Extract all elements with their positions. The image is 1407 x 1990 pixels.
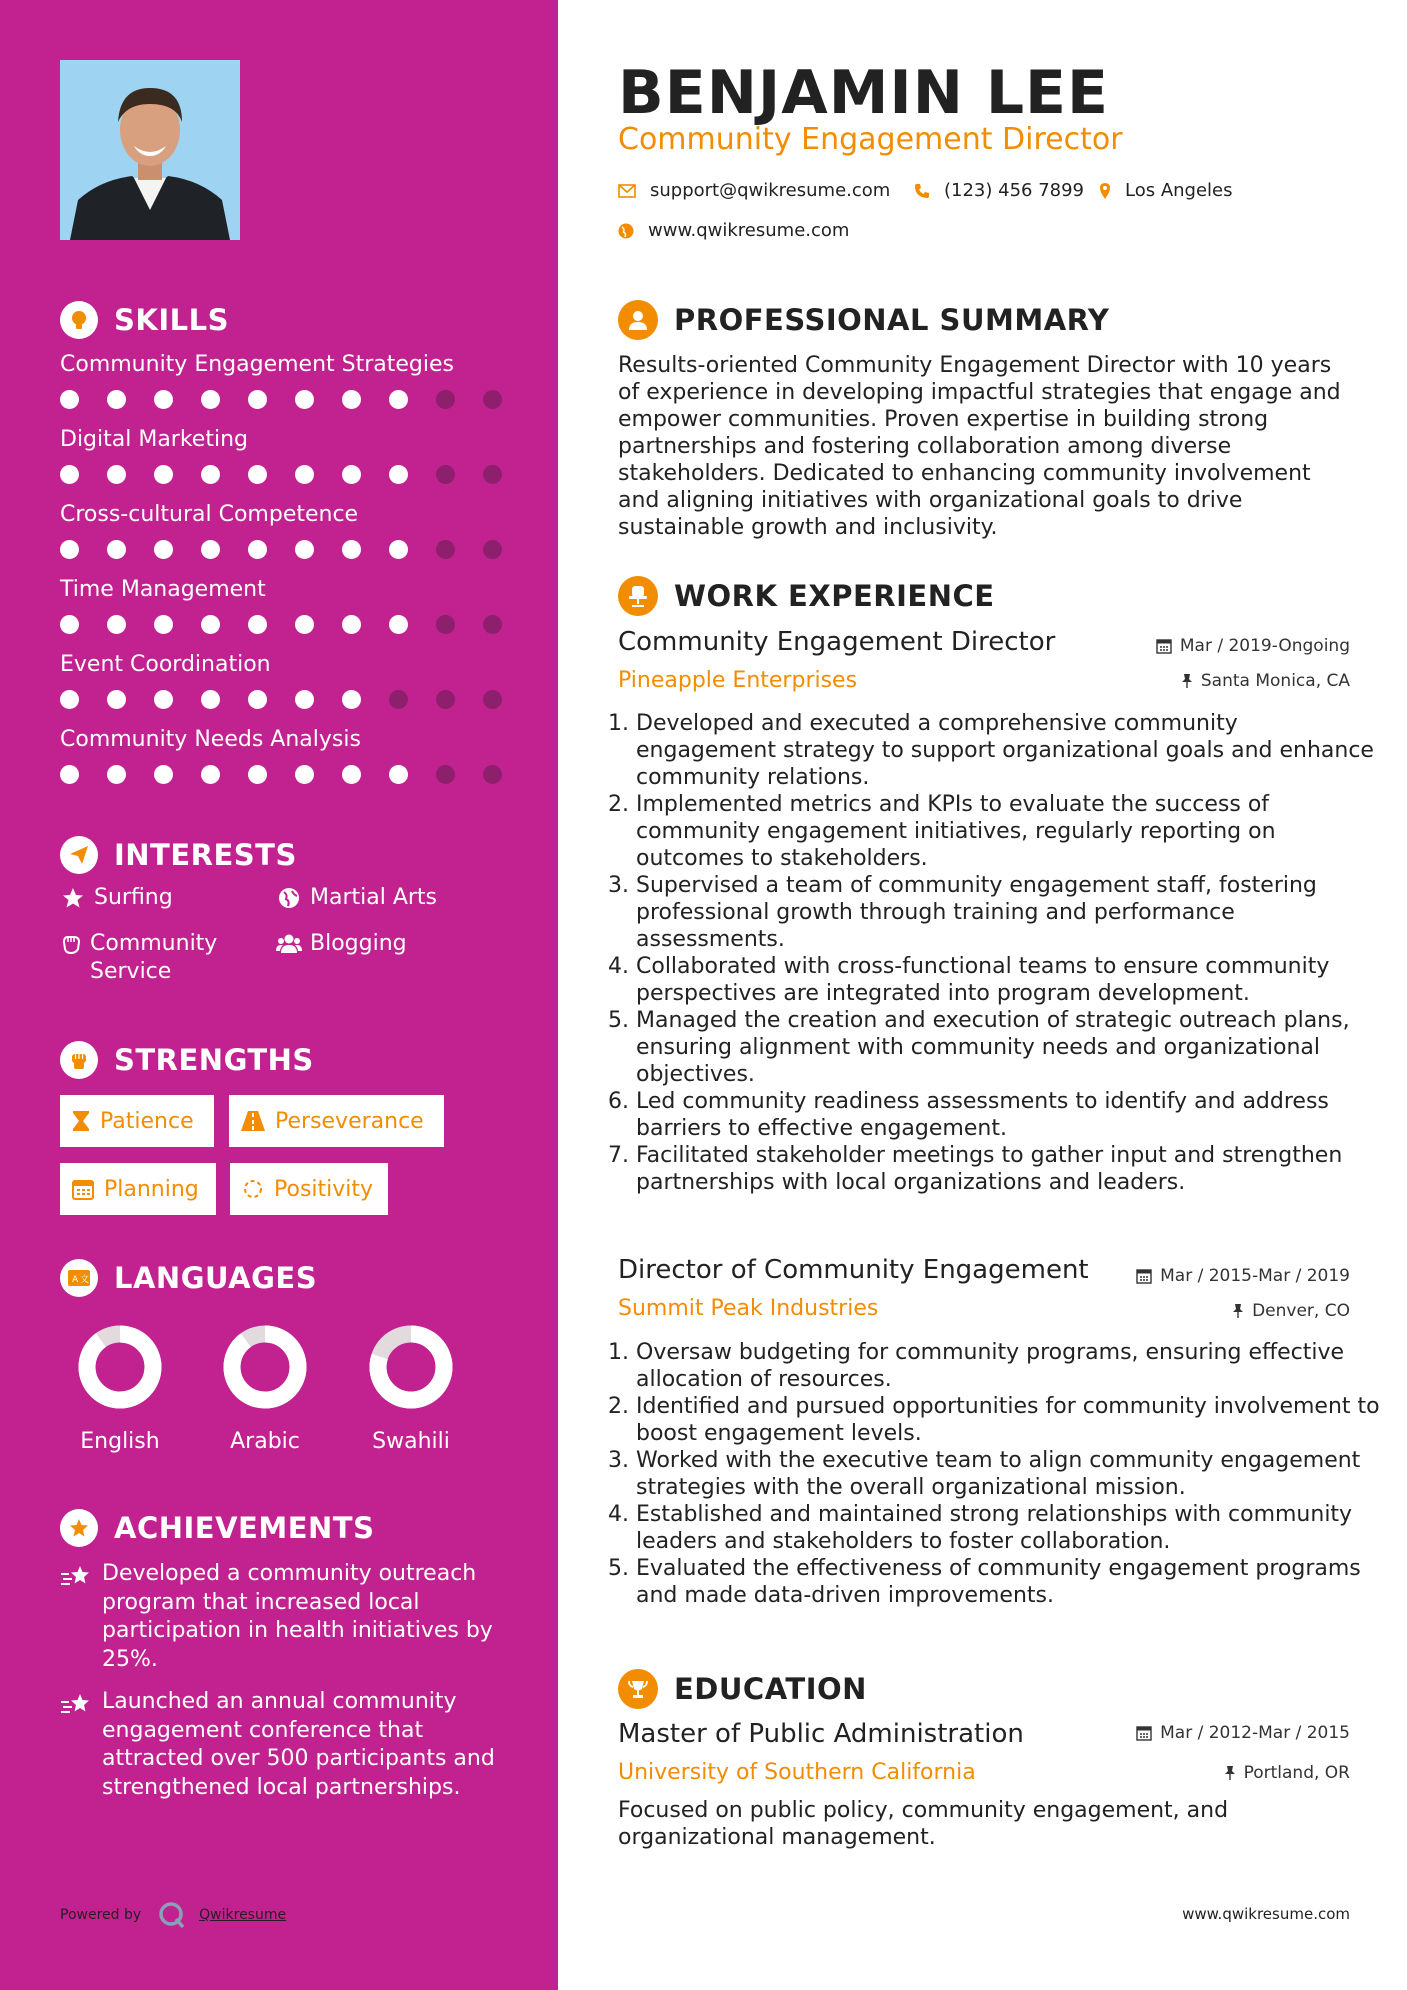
strength-label: Perseverance <box>275 1108 424 1134</box>
job-location-text: Santa Monica, CA <box>1200 671 1350 691</box>
language-donut <box>78 1325 162 1409</box>
skill-dot-filled <box>154 615 173 634</box>
job-location <box>1232 1301 1350 1321</box>
contact-phone <box>914 180 1084 201</box>
skill-dot-filled <box>389 615 408 634</box>
duty-item: 3. Worked with the executive team to align community engagement strategies with the overall organizational mission. <box>636 1447 1380 1501</box>
skill-dot-empty <box>483 615 502 634</box>
language-item <box>210 1325 320 1454</box>
achievement-item <box>60 1688 500 1802</box>
calendar-icon <box>1156 638 1172 654</box>
summary-heading-text: PROFESSIONAL SUMMARY <box>674 303 1110 337</box>
candidate-name: BENJAMIN LEE <box>618 58 1110 128</box>
skill-dot-filled <box>295 540 314 559</box>
education-location-text: Portland, OR <box>1243 1763 1350 1783</box>
qwikresume-logo-icon <box>157 1900 187 1930</box>
skill-name: Event Coordination <box>60 652 271 677</box>
skill-rating <box>60 690 530 709</box>
pushpin-icon <box>1224 1765 1236 1781</box>
skill-dot-filled <box>342 540 361 559</box>
skill-dot-filled <box>248 465 267 484</box>
skill-name: Cross-cultural Competence <box>60 502 359 527</box>
achievement-item <box>60 1560 500 1674</box>
skill-dot-filled <box>342 765 361 784</box>
skill-dot-filled <box>60 540 79 559</box>
phone-text: (123) 456 7899 <box>944 180 1085 201</box>
skill-dot-filled <box>201 615 220 634</box>
pushpin-icon <box>1181 673 1193 689</box>
language-item <box>356 1325 466 1454</box>
powered-by <box>60 1900 286 1930</box>
duty-item: 1. Oversaw budgeting for community programs, ensuring effective allocation of resources. <box>636 1339 1380 1393</box>
contact-website <box>618 220 849 241</box>
interest-item <box>60 884 173 912</box>
skill-rating <box>60 540 530 559</box>
skill-dot-filled <box>154 765 173 784</box>
skill-dot-filled <box>342 690 361 709</box>
skill-name: Digital Marketing <box>60 427 248 452</box>
interest-label: Community Service <box>90 931 218 984</box>
skill-dot-filled <box>154 390 173 409</box>
calendar-icon <box>72 1178 94 1200</box>
strength-badge <box>229 1095 444 1147</box>
job-dates-text: Mar / 2015-Mar / 2019 <box>1160 1266 1350 1286</box>
job-dates <box>1156 636 1350 656</box>
calendar-icon <box>1136 1725 1152 1741</box>
skill-dot-filled <box>295 690 314 709</box>
duty-item: 7. Facilitated stakeholder meetings to gather input and strengthen partnerships with local organizations and leaders. <box>636 1142 1380 1196</box>
interests-heading <box>60 833 297 877</box>
skill-dot-empty <box>436 540 455 559</box>
skill-dot-filled <box>60 615 79 634</box>
job-title: Community Engagement Director <box>618 627 1056 657</box>
skills-heading <box>60 298 229 342</box>
summary-heading <box>618 298 1109 342</box>
trophy-star-icon <box>60 1509 98 1547</box>
language-icon <box>60 1259 98 1297</box>
job-duties <box>618 710 1380 1196</box>
skill-dot-filled <box>154 465 173 484</box>
skill-dot-empty <box>483 540 502 559</box>
skill-dot-filled <box>107 765 126 784</box>
school-name: University of Southern California <box>618 1760 976 1785</box>
skill-dot-empty <box>436 765 455 784</box>
skill-dot-filled <box>60 465 79 484</box>
interests-heading-text: INTERESTS <box>114 838 297 872</box>
duty-item: 6. Led community readiness assessments to identify and address barriers to effective engagement. <box>636 1088 1380 1142</box>
skill-rating <box>60 615 530 634</box>
users-icon <box>276 930 302 955</box>
calendar-icon <box>1136 1268 1152 1284</box>
duty-item: 5. Managed the creation and execution of strategic outreach plans, ensuring alignment with community needs and organizational objectives. <box>636 1007 1380 1088</box>
strength-badge <box>230 1163 388 1215</box>
skill-dot-filled <box>248 615 267 634</box>
profile-photo <box>60 60 240 240</box>
duty-item: 4. Collaborated with cross-functional teams to ensure community perspectives are integrated into program development. <box>636 953 1380 1007</box>
language-name: English <box>80 1429 160 1454</box>
shooting-star-icon <box>60 1560 92 1674</box>
language-level-arc <box>87 1334 153 1400</box>
website-text[interactable]: www.qwikresume.com <box>648 220 850 241</box>
fist-icon <box>60 1041 98 1079</box>
lightbulb-icon <box>60 301 98 339</box>
education-heading <box>618 1667 867 1711</box>
skill-dot-filled <box>342 465 361 484</box>
skill-dot-filled <box>201 765 220 784</box>
skill-dot-filled <box>107 690 126 709</box>
skill-dot-filled <box>295 765 314 784</box>
achievements-heading <box>60 1506 374 1550</box>
achievements-heading-text: ACHIEVEMENTS <box>114 1511 375 1545</box>
skill-dot-filled <box>342 615 361 634</box>
contact-location <box>1099 180 1233 201</box>
sidebar <box>0 0 558 1990</box>
strength-label: Positivity <box>274 1176 374 1202</box>
language-item <box>65 1325 175 1454</box>
interest-item <box>276 930 407 958</box>
job-dates <box>1136 1266 1350 1286</box>
spinner-icon <box>242 1178 264 1200</box>
main-content <box>558 0 1407 1990</box>
envelope-icon <box>618 184 636 198</box>
skill-dot-empty <box>436 465 455 484</box>
graduation-icon <box>618 1669 658 1709</box>
paper-plane-icon <box>60 836 98 874</box>
job-location-text: Denver, CO <box>1252 1301 1350 1321</box>
hand-icon <box>60 930 82 955</box>
job-duties <box>618 1339 1380 1609</box>
globe-icon <box>618 223 634 239</box>
skill-dot-filled <box>389 540 408 559</box>
skill-dot-filled <box>201 390 220 409</box>
duty-item: 5. Evaluated the effectiveness of community engagement programs and made data-driven improvements. <box>636 1555 1380 1609</box>
interest-item <box>276 884 437 912</box>
location-text: Los Angeles <box>1125 180 1233 201</box>
skill-dot-filled <box>389 465 408 484</box>
skill-rating <box>60 390 530 409</box>
candidate-title: Community Engagement Director <box>618 122 1123 157</box>
job-company: Pineapple Enterprises <box>618 668 858 693</box>
skill-name: Community Engagement Strategies <box>60 352 454 377</box>
skill-dot-empty <box>389 690 408 709</box>
svg-text:文: 文 <box>80 1275 90 1285</box>
duty-item: 2. Implemented metrics and KPIs to evaluate the success of community engagement initiatives, regularly reporting on outcomes to stakeholders. <box>636 791 1380 872</box>
skill-dot-filled <box>60 765 79 784</box>
strengths-heading-text: STRENGTHS <box>114 1043 314 1077</box>
skill-dot-empty <box>483 390 502 409</box>
skill-dot-empty <box>483 465 502 484</box>
job-company: Summit Peak Industries <box>618 1296 879 1321</box>
education-dates-text: Mar / 2012-Mar / 2015 <box>1160 1723 1350 1743</box>
strength-label: Planning <box>104 1176 199 1202</box>
skill-dot-empty <box>436 615 455 634</box>
email-text[interactable]: support@qwikresume.com <box>650 180 891 201</box>
skill-name: Community Needs Analysis <box>60 727 361 752</box>
skill-dot-filled <box>295 615 314 634</box>
language-donut <box>223 1325 307 1409</box>
education-description: Focused on public policy, community engagement, and organizational management. <box>618 1798 1229 1850</box>
skill-dot-empty <box>436 390 455 409</box>
duty-item: 2. Identified and pursued opportunities for community involvement to boost engagement levels. <box>636 1393 1380 1447</box>
svg-text:A: A <box>72 1275 79 1285</box>
powered-by-label: Powered by <box>60 1907 142 1923</box>
road-icon <box>241 1111 265 1131</box>
qwikresume-link[interactable]: Qwikresume <box>199 1907 287 1923</box>
skills-heading-text: SKILLS <box>114 303 229 337</box>
skill-dot-filled <box>107 615 126 634</box>
languages-heading <box>60 1256 317 1300</box>
language-donut <box>369 1325 453 1409</box>
experience-heading <box>618 574 995 618</box>
language-name: Arabic <box>230 1429 300 1454</box>
globe-icon <box>276 884 302 909</box>
skill-dot-filled <box>60 390 79 409</box>
interest-label: Surfing <box>94 885 173 910</box>
strength-badge <box>60 1163 216 1215</box>
skill-dot-filled <box>248 690 267 709</box>
job-title: Director of Community Engagement <box>618 1255 1089 1285</box>
job-dates-text: Mar / 2019-Ongoing <box>1179 636 1350 656</box>
skill-dot-filled <box>107 390 126 409</box>
interest-label: Blogging <box>310 931 407 956</box>
languages-heading-text: LANGUAGES <box>114 1261 318 1295</box>
skill-dot-filled <box>389 390 408 409</box>
skill-dot-filled <box>201 690 220 709</box>
shooting-star-icon <box>60 1688 92 1802</box>
skill-dot-filled <box>389 765 408 784</box>
skill-dot-filled <box>107 540 126 559</box>
skill-dot-empty <box>483 690 502 709</box>
skill-dot-filled <box>60 690 79 709</box>
education-dates <box>1136 1723 1350 1743</box>
language-name: Swahili <box>372 1429 450 1454</box>
strength-label: Patience <box>100 1108 194 1134</box>
skill-dot-filled <box>248 540 267 559</box>
phone-icon <box>914 183 930 199</box>
skill-dot-filled <box>154 540 173 559</box>
skill-dot-filled <box>248 765 267 784</box>
interest-label: Martial Arts <box>310 885 438 910</box>
degree-title: Master of Public Administration <box>618 1719 1024 1749</box>
strengths-heading <box>60 1038 314 1082</box>
duty-item: 4. Established and maintained strong relationships with community leaders and stakeholders to foster collaboration. <box>636 1501 1380 1555</box>
skill-dot-filled <box>295 465 314 484</box>
footer-url[interactable]: www.qwikresume.com <box>1182 1905 1350 1923</box>
skill-dot-filled <box>248 390 267 409</box>
language-level-arc <box>232 1334 298 1400</box>
star-icon <box>60 884 86 909</box>
skill-dot-filled <box>201 465 220 484</box>
duty-item: 3. Supervised a team of community engagement staff, fostering professional growth through training and performance assessments. <box>636 872 1380 953</box>
skill-dot-empty <box>436 690 455 709</box>
skill-dot-filled <box>295 390 314 409</box>
strength-badge <box>60 1095 214 1147</box>
skill-dot-filled <box>342 390 361 409</box>
duty-item: 1. Developed and executed a comprehensive community engagement strategy to support organizational goals and enhance community relations. <box>636 710 1380 791</box>
education-heading-text: EDUCATION <box>674 1672 867 1706</box>
office-chair-icon <box>618 576 658 616</box>
skill-dot-filled <box>107 465 126 484</box>
summary-text: Results-oriented Community Engagement Director with 10 years of experience in developing impactful strategies that engage and empower communities. Proven expertise in building strong partnerships and fostering collaboration among diverse stakeholders. Dedicated to enhancing community involvement and aligning initiatives with organizational goals to drive sustainable growth and inclusivity. <box>618 353 1341 540</box>
interest-item <box>60 930 260 986</box>
achievement-text: Launched an annual community engagement conference that attracted over 500 participants and strengthened local partnerships. <box>102 1689 495 1800</box>
pushpin-icon <box>1232 1303 1244 1319</box>
skill-name: Time Management <box>60 577 266 602</box>
skill-dot-empty <box>483 765 502 784</box>
hourglass-icon <box>72 1110 90 1132</box>
skill-rating <box>60 765 530 784</box>
education-location <box>1224 1763 1350 1783</box>
job-location <box>1181 671 1350 691</box>
user-icon <box>618 300 658 340</box>
skill-dot-filled <box>201 540 220 559</box>
experience-heading-text: WORK EXPERIENCE <box>674 579 995 613</box>
achievement-text: Developed a community outreach program that increased local participation in health initiatives by 25%. <box>102 1561 493 1672</box>
map-marker-icon <box>1099 182 1111 200</box>
skill-rating <box>60 465 530 484</box>
skill-dot-filled <box>154 690 173 709</box>
contact-email <box>618 180 890 201</box>
